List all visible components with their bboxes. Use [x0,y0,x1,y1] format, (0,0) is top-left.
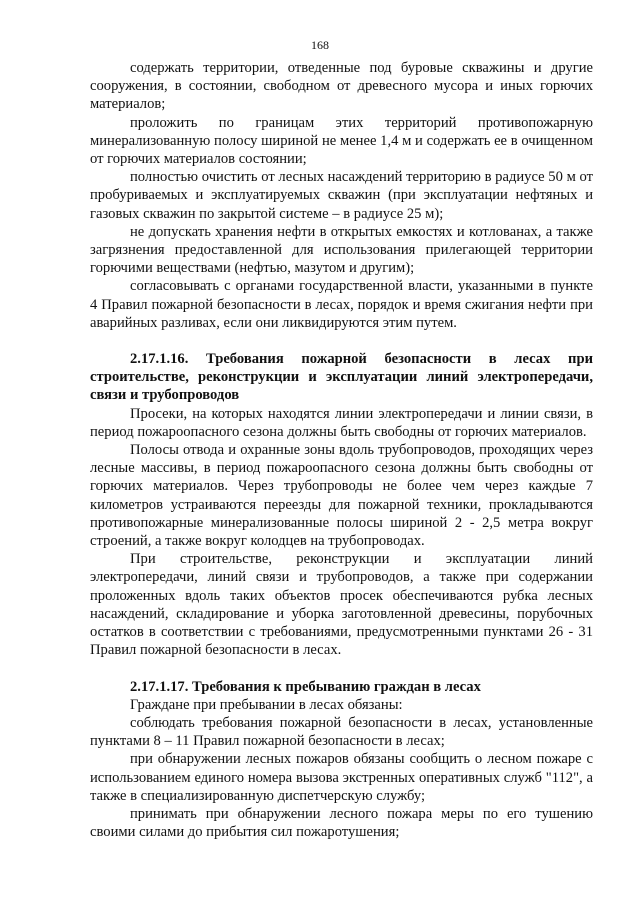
paragraph: При строительстве, реконструкции и эксплуатации линий электропередачи, линий связи и трубопроводов, а также при содержании проложенных вдоль таких объектов просек обеспечиваются рубка лесных насаждений, складирование и уборка заготовленной древесины, порубочных остатков в соответствии с требованиями, предусмотренными пунктами 26 - 31 Правил пожарной безопасности в лесах. [90,551,593,659]
section-heading: 2.17.1.16. Требования пожарной безопасности в лесах при строительстве, реконструкции и эксплуатации линий электропередачи, связи и трубопроводов [90,351,593,404]
section-heading: 2.17.1.17. Требования к пребыванию граждан в лесах [130,678,481,695]
paragraph: полностью очистить от лесных насаждений территорию в радиусе 50 м от пробуриваемых и эксплуатируемых скважин (при эксплуатации нефтяных и газовых скважин по закрытой системе – в радиусе 25 м); [90,169,593,222]
paragraph: проложить по границам этих территорий противопожарную минерализованную полосу шириной не менее 1,4 м и содержать ее в очищенном от горючих материалов состоянии; [90,114,593,168]
paragraph: принимать при обнаружении лесного пожара меры по его тушению своими силами до прибытия сил пожаротушения; [90,805,593,841]
paragraph: согласовывать с органами государственной власти, указанными в пункте 4 Правил пожарной безопасности в лесах, порядок и время сжигания нефти при аварийных разливах, если они ликвидируются этим путем. [90,278,593,331]
paragraph: Граждане при пребывании в лесах обязаны: [130,696,403,713]
section-spacer [90,660,593,678]
paragraph: не допускать хранения нефти в открытых емкостях и котлованах, а также загрязнения предоставленной для использования прилегающей территории горючими веществами (нефтью, мазутом и другим); [90,223,593,277]
paragraph: Просеки, на которых находятся линии электропередачи и линии связи, в период пожароопасного сезона должны быть свободны от горючих материалов. [90,405,593,440]
document-body [90,59,593,841]
section-spacer [90,332,593,350]
page-number: 168 [311,38,329,52]
paragraph: Полосы отвода и охранные зоны вдоль трубопроводов, проходящих через лесные массивы, в период пожароопасного сезона должны быть свободны от горючих материалов. Через трубопроводы не более чем через каждые 7 километров устраиваются переезды для пожарной техники, прокладываются противопожарные минерализованные полосы шириной 2 - 2,5 метра вокруг строений, а также вокруг колодцев на трубопроводах. [90,442,593,550]
paragraph: соблюдать требования пожарной безопасности в лесах, установленные пунктами 8 – 11 Правил пожарной безопасности в лесах; [90,714,593,750]
paragraph: при обнаружении лесных пожаров обязаны сообщить о лесном пожаре с использованием единого номера вызова экстренных оперативных служб "112", а также в специализированную диспетчерскую службу; [90,751,593,804]
paragraph: содержать территории, отведенные под буровые скважины и другие сооружения, в состоянии, свободном от древесного мусора и иных горючих материалов; [90,60,593,113]
